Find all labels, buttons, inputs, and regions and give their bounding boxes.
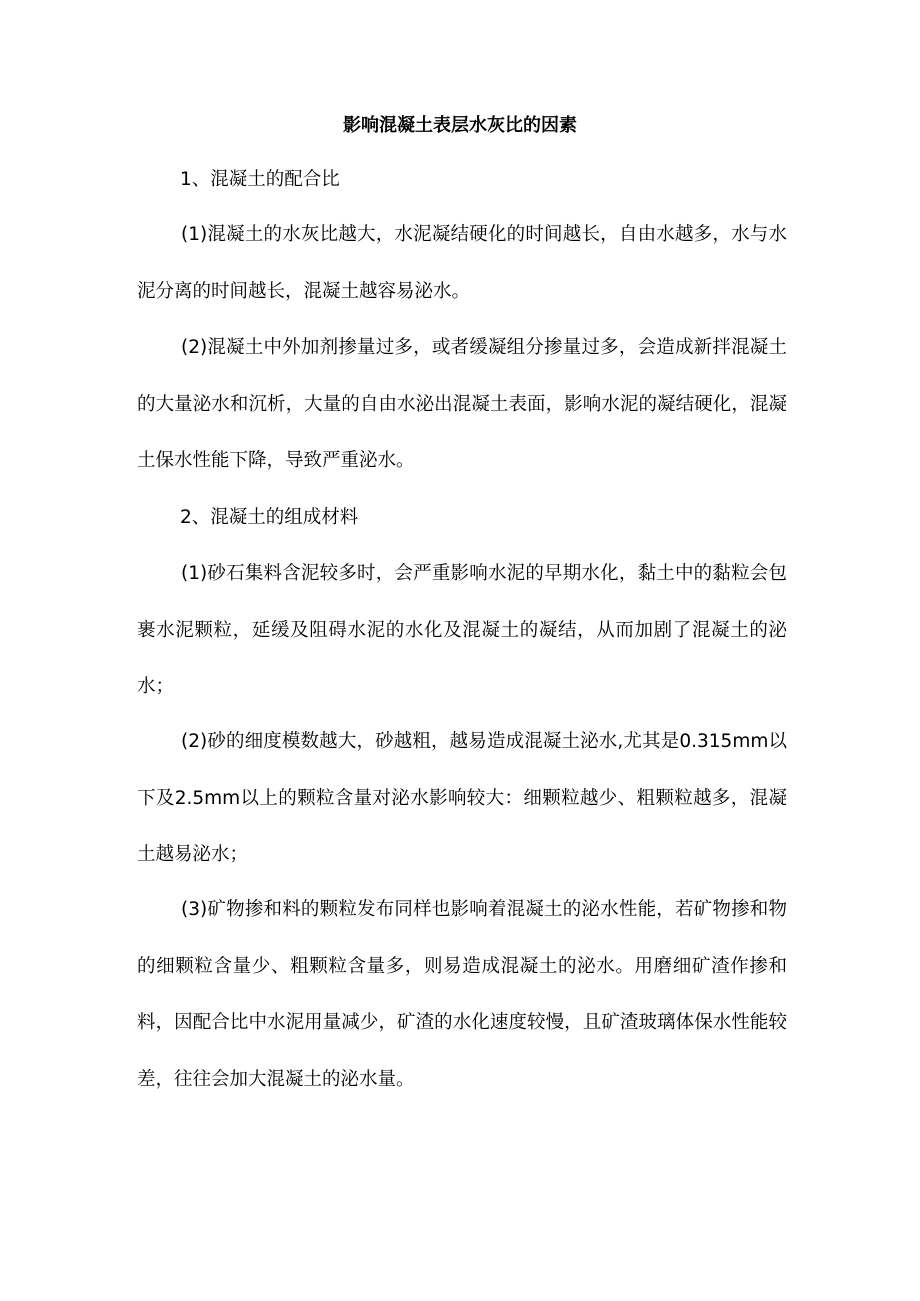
document-title: 影响混凝土表层水灰比的因素	[343, 115, 577, 136]
section-heading-1: 1、混凝土的配合比	[180, 169, 340, 190]
section-1-paragraph-2: (2)混凝土中外加剂掺量过多，或者缓凝组分掺量过多，会造成新拌混凝土的大量泌水和沉析，大量的自由水泌出混凝土表面，影响水泥的凝结硬化，混凝土保水性能下降，导致严重泌水。	[137, 337, 787, 471]
section-1-paragraph-1: (1)混凝土的水灰比越大，水泥凝结硬化的时间越长，自由水越多，水与水泥分离的时间越长，混凝土越容易泌水。	[137, 224, 787, 302]
section-2-paragraph-1: (1)砂石集料含泥较多时，会严重影响水泥的早期水化，黏土中的黏粒会包裹水泥颗粒，延缓及阻碍水泥的水化及混凝土的凝结，从而加剧了混凝土的泌水；	[137, 563, 787, 697]
section-2-paragraph-2: (2)砂的细度模数越大，砂越粗，越易造成混凝土泌水,尤其是0.315mm以下及2.5mm以上的颗粒含量对泌水影响较大：细颗粒越少、粗颗粒越多，混凝土越易泌水；	[137, 731, 787, 865]
section-heading-2: 2、混凝土的组成材料	[180, 507, 359, 528]
section-2-paragraph-3: (3)矿物掺和料的颗粒发布同样也影响着混凝土的泌水性能，若矿物掺和物的细颗粒含量少、粗颗粒含量多，则易造成混凝土的泌水。用磨细矿渣作掺和料，因配合比中水泥用量减少，矿渣的水化速度较慢，且矿渣玻璃体保水性能较差，往往会加大混凝土的泌水量。	[137, 899, 787, 1090]
